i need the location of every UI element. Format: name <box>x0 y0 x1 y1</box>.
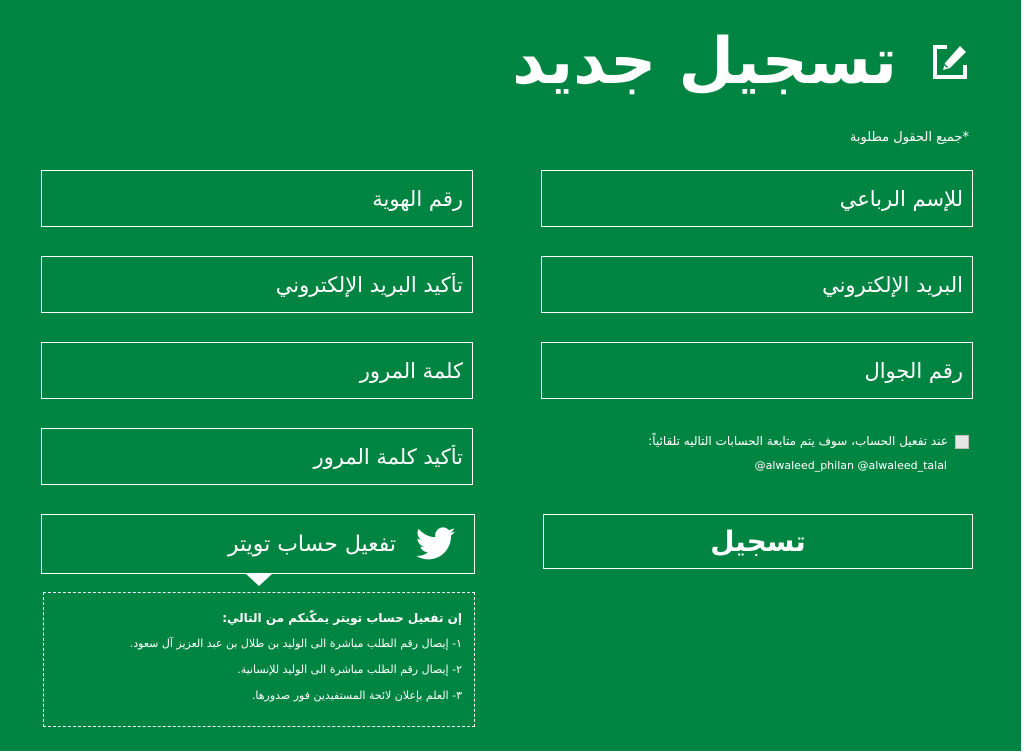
twitter-benefits-list <box>44 631 462 709</box>
twitter-benefits-box <box>43 592 475 727</box>
list-item: ٢- إيصال رقم الطلب مباشرة الى الوليد للإنسانية. <box>237 663 462 676</box>
email-input[interactable] <box>541 256 973 313</box>
list-item: ١- إيصال رقم الطلب مباشرة الى الوليد بن طلال بن عبد العزيز آل سعود. <box>129 637 462 650</box>
required-fields-note: *جميع الحقول مطلوبة <box>849 130 969 145</box>
full-name-input[interactable] <box>541 170 973 227</box>
edit-icon <box>931 43 969 81</box>
auto-follow-checkbox[interactable] <box>955 435 969 449</box>
list-item: ٣- العلم بإعلان لائحة المستفيدين فور صدورها. <box>251 689 462 702</box>
twitter-button-label: تفعيل حساب تويتر <box>227 531 396 557</box>
follow-handles: @alwaleed_philan @alwaleed_talal <box>754 458 947 472</box>
page-title: تسجيل جديد <box>512 25 897 99</box>
info-pointer-arrow <box>246 574 272 586</box>
mobile-input[interactable] <box>541 342 973 399</box>
auto-follow-label: عند تفعيل الحساب، سوف يتم متابعة الحسابات التاليه تلقائياً: <box>648 434 948 448</box>
twitter-bird-icon <box>416 527 456 561</box>
activate-twitter-button[interactable] <box>41 514 475 574</box>
password-confirm-input[interactable] <box>41 428 473 485</box>
id-number-input[interactable] <box>41 170 473 227</box>
password-input[interactable] <box>41 342 473 399</box>
auto-follow-option <box>569 433 969 473</box>
twitter-benefits-heading: إن تفعيل حساب تويتر يمكّنكم من التالي: <box>222 611 462 625</box>
email-confirm-input[interactable] <box>41 256 473 313</box>
register-button[interactable]: تسجيل <box>543 514 973 569</box>
page-header <box>512 25 969 99</box>
